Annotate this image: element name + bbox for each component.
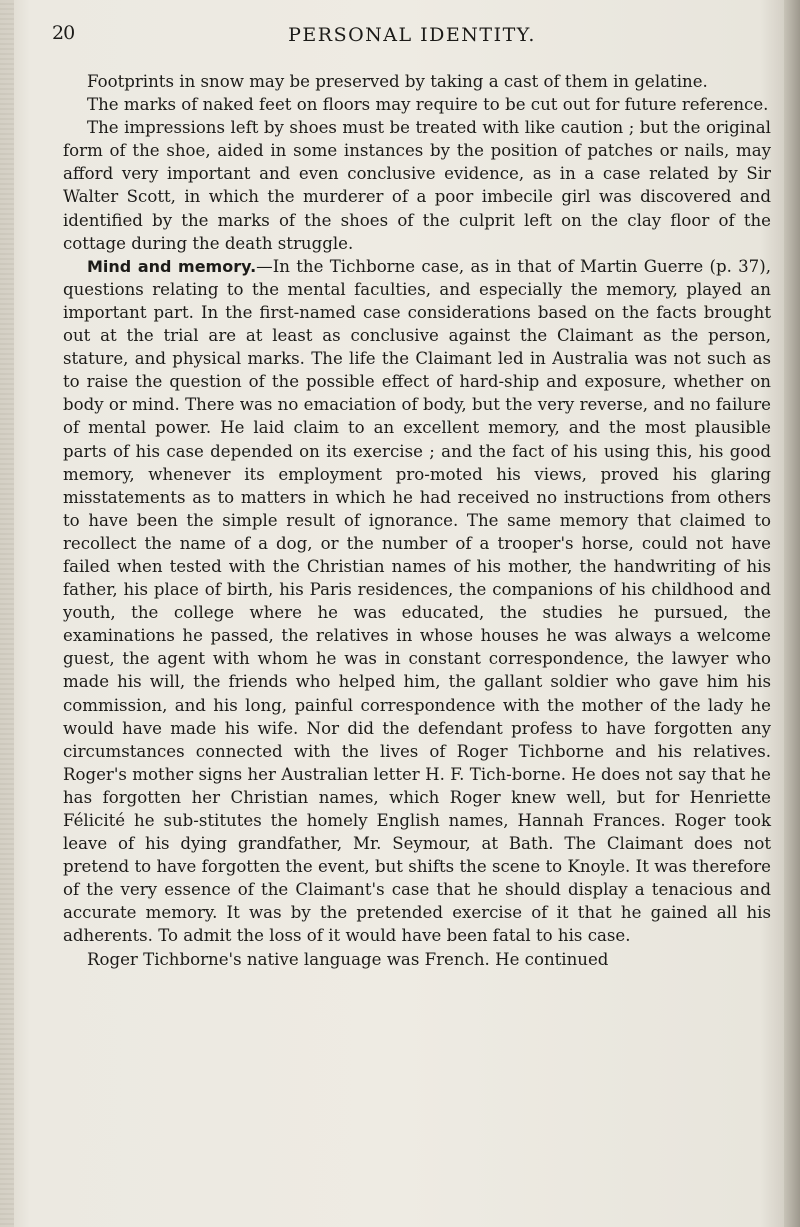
paragraph-text: —In the Tichborne case, as in that of Martin Guerre (p. 37), questions relating to the mental faculties, and especially the memory, played an important part. In the first-named case considerations based on the facts brought out at the trial are at least as conclusive against the Claimant as the person, stature, and physical marks. The life the Claimant led in Australia was not such as to raise the question of the possible effect of hard-ship and exposure, whether on body or mind. There was no emaciation of body, but the very reverse, and no failure of mental power. He laid claim to an excellent memory, and the most plausible parts of his case depended on its exercise ; and the fact of his using this, his good memory, whenever its employment pro-moted his views, proved his glaring misstatements as to matters in which he had received no instructions from others to have been the simple result of ignorance. The same memory that claimed to recollect the name of a dog, or the number of a trooper's horse, could not have failed when tested with the Christian names of his mother, the handwriting of his father, his place of birth, his Paris residences, the companions of his childhood and youth, the college where he was educated, the studies he pursued, the examinations he passed, the relatives in whose houses he was always a welcome guest, the agent with whom he was in constant correspondence, the lawyer who made his will, the friends who helped him, the gallant soldier who gave him his commission, and his long, painful correspondence with the mother of the lady he would have made his wife. Nor did the defendant profess to have forgotten any circumstances connected with the lives of Roger Tichborne and his relatives. Roger's mother signs her Australian letter H. F. Tich-borne. He does not say that he has forgotten her Christian names, which Roger knew well, but for Henriette Félicité he sub-stitutes the homely English names, Hannah Frances. Roger took leave of his dying grandfather, Mr. Seymour, at Bath. The Claimant does not pretend to have forgotten the event, but shifts the scene to Knoyle. It was therefore of the very essence of the Claimant's case that he should display a tenacious and accurate memory. It was by the pretended exercise of it that he gained all his adherents. To admit the loss of it would have been fatal to his case. — [63, 256, 771, 946]
paragraph — [63, 948, 771, 971]
page-number: 20 — [52, 22, 75, 44]
paragraph-text: The impressions left by shoes must be treated with like caution ; but the original form of the shoe, aided in some instances by the position of patches or nails, may afford very important and even conclusive evidence, as in a case related by Sir Walter Scott, in which the murderer of a poor imbecile girl was discovered and identified by the marks of the shoes of the culprit left on the clay floor of the cottage during the death struggle. — [63, 118, 771, 253]
paragraph-text: Footprints in snow may be preserved by taking a cast of them in gelatine. — [87, 72, 708, 91]
paragraph — [63, 93, 771, 116]
paragraph — [63, 70, 771, 93]
paragraph — [63, 116, 771, 255]
paragraph-text: Roger Tichborne's native language was French. He continued — [87, 949, 609, 969]
section-heading: Mind and memory. — [87, 256, 257, 276]
page-header — [52, 22, 772, 50]
paragraph — [63, 255, 771, 948]
running-head: PERSONAL IDENTITY. — [288, 24, 536, 46]
paragraph-text: The marks of naked feet on floors may require to be cut out for future reference. — [87, 95, 769, 115]
page-left-edge — [0, 0, 14, 1227]
body-text — [63, 70, 771, 971]
page-binding-shadow — [784, 0, 800, 1227]
